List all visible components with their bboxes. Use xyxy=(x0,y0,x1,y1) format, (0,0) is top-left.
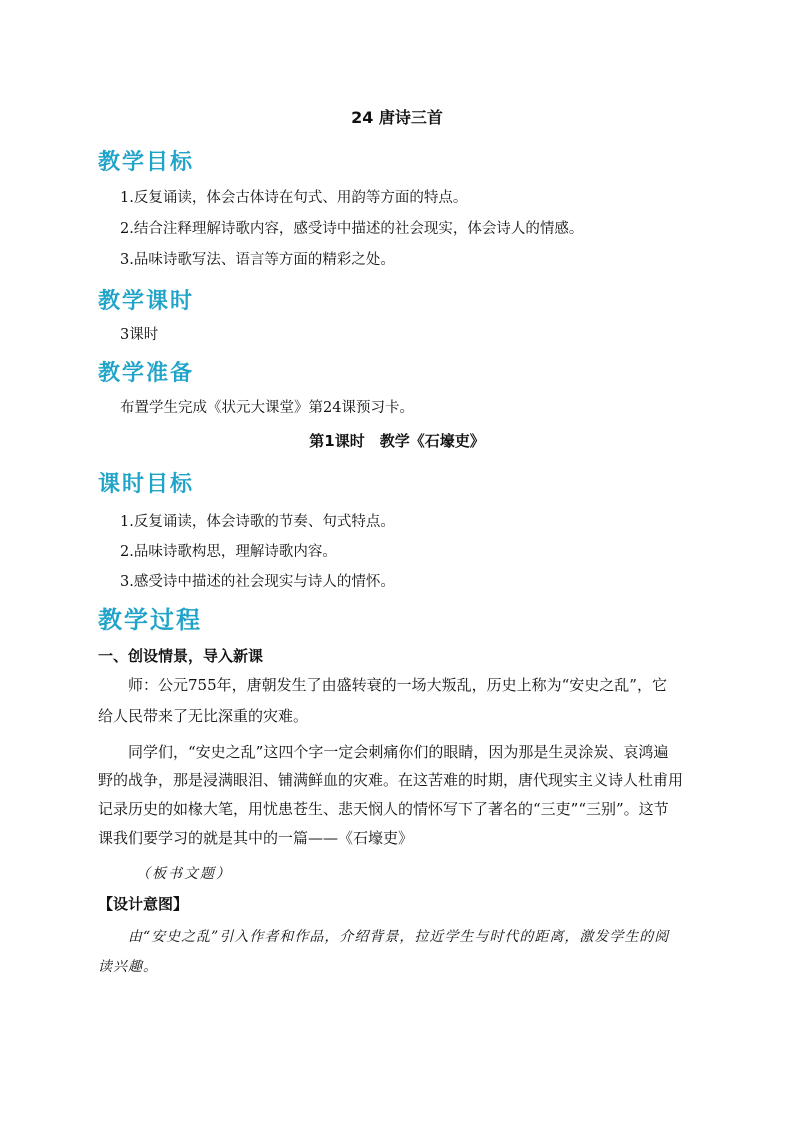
design-intent-line: 读兴趣。 xyxy=(98,959,158,975)
goals-heading: 教学目标 xyxy=(98,150,195,175)
paragraph-line: 同学们，“安史之乱”这四个字一定会刺痛你们的眼睛，因为那是生灵涂炭、哀鸿遍 xyxy=(128,743,669,761)
prep-value: 布置学生完成《状元大课堂》第24课预习卡。 xyxy=(120,400,414,416)
step1-title: 一、创设情景，导入新课 xyxy=(98,647,264,665)
paragraph-line: 记录历史的如椽大笔，用忧患苍生、悲天悯人的情怀写下了著名的“三吏”“三别”。这节 xyxy=(98,800,669,818)
paragraph-line: 师：公元755年，唐朝发生了由盛转衰的一场大叛乱，历史上称为“安史之乱”，它 xyxy=(128,676,667,694)
goal-item: 3.品味诗歌写法、语言等方面的精彩之处。 xyxy=(120,252,395,268)
lesson-goal-item: 3.感受诗中描述的社会现实与诗人的情怀。 xyxy=(120,574,395,590)
paragraph-line: 给人民带来了无比深重的灾难。 xyxy=(98,707,309,725)
paragraph-line: 课我们要学习的就是其中的一篇——《石壕吏》 xyxy=(98,829,414,847)
prep-heading: 教学准备 xyxy=(98,361,195,386)
design-intent-line: 由“安史之乱”引入作者和作品，介绍背景，拉近学生与时代的距离，激发学生的阅 xyxy=(128,929,670,945)
document-title: 24 唐诗三首 xyxy=(351,108,443,127)
lesson-goal-item: 1.反复诵读，体会诗歌的节奏、句式特点。 xyxy=(120,514,395,530)
lesson-goal-item: 2.品味诗歌构思，理解诗歌内容。 xyxy=(120,544,337,560)
design-intent-label: 【设计意图】 xyxy=(98,895,189,913)
lesson-title: 第1课时 教学《石壕吏》 xyxy=(309,432,485,450)
goal-item: 2.结合注释理解诗歌内容，感受诗中描述的社会现实，体会诗人的情感。 xyxy=(120,221,584,237)
hours-heading: 教学课时 xyxy=(98,289,195,314)
hours-value: 3课时 xyxy=(120,327,159,343)
goal-item: 1.反复诵读，体会古体诗在句式、用韵等方面的特点。 xyxy=(120,190,468,206)
lesson-goals-heading: 课时目标 xyxy=(98,472,195,497)
board-note: （板书文题） xyxy=(136,866,232,882)
paragraph-line: 野的战争，那是浸满眼泪、铺满鲜血的灾难。在这苦难的时期，唐代现实主义诗人杜甫用 xyxy=(98,771,684,789)
process-heading: 教学过程 xyxy=(98,606,202,634)
